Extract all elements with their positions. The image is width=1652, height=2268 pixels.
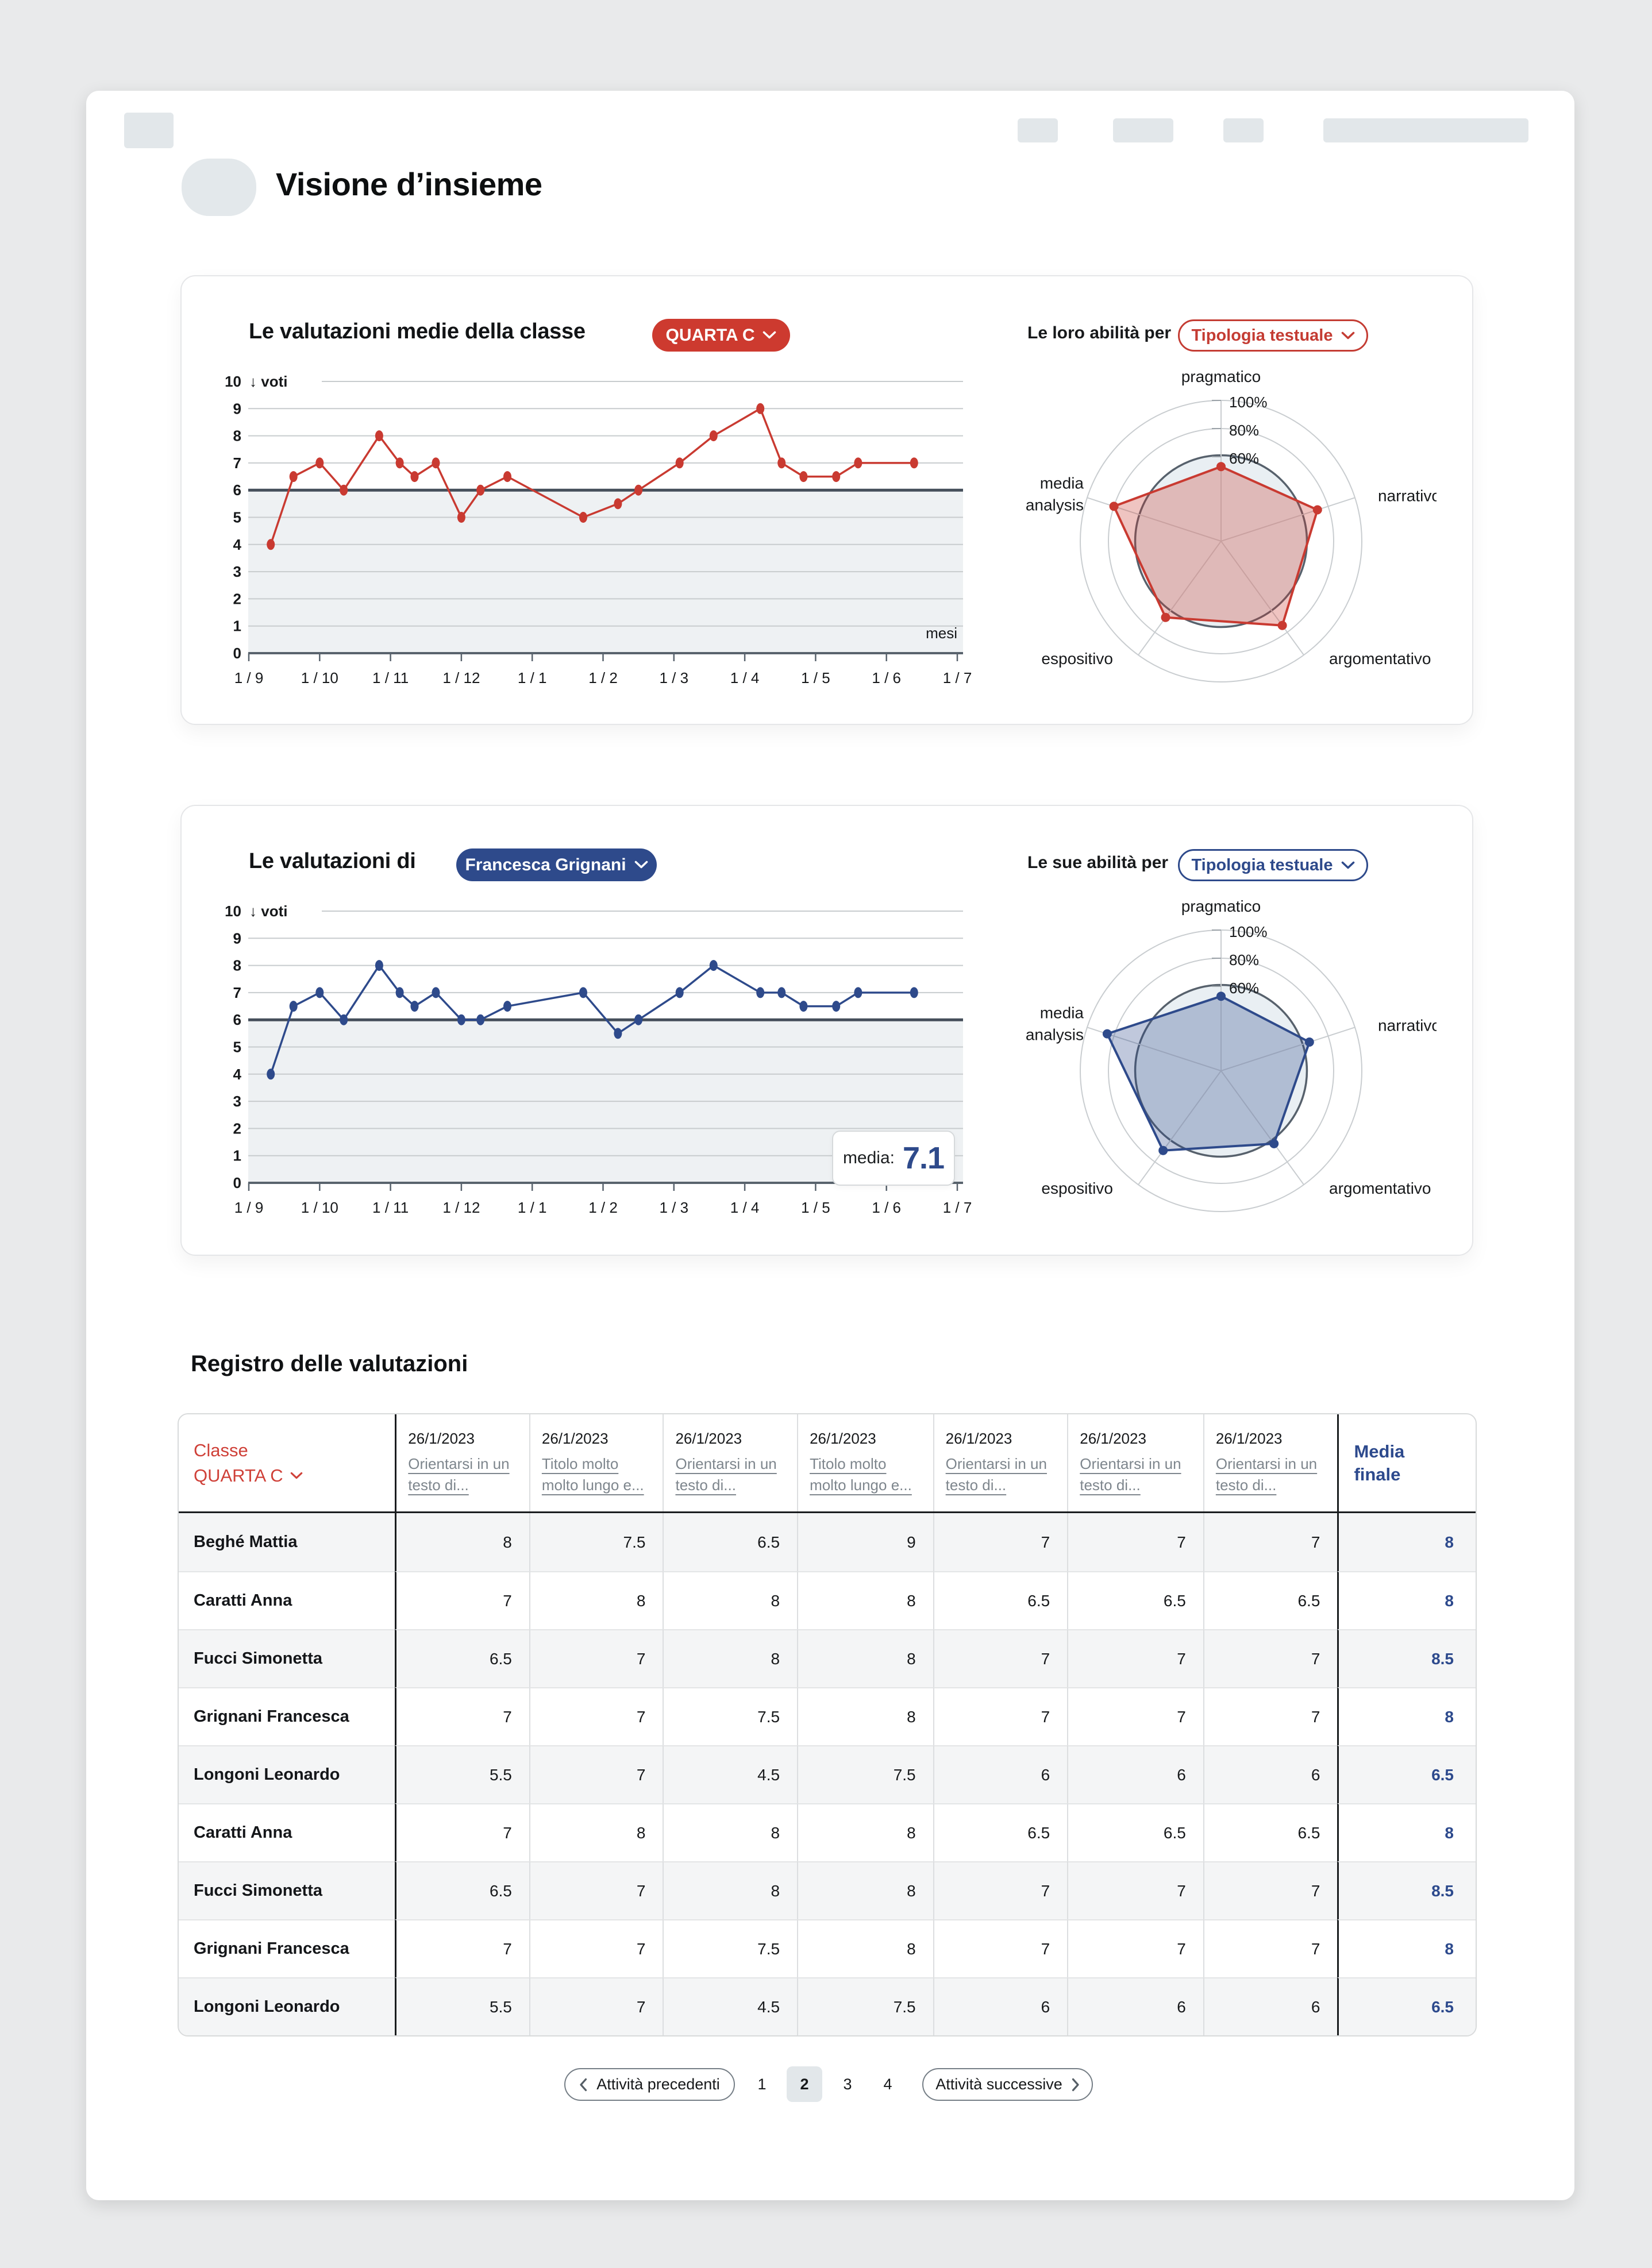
grade-cell: 6 [1067,1745,1203,1803]
grade-cell: 7 [529,1861,663,1919]
svg-text:10: 10 [225,373,241,390]
grade-cell: 7 [1067,1687,1203,1745]
grade-cell: 5.5 [395,1745,529,1803]
chevron-down-icon [763,331,776,340]
toolbar-placeholder-4 [1323,118,1528,142]
grade-cell: 7 [395,1803,529,1861]
svg-text:60%: 60% [1229,979,1260,997]
svg-text:6: 6 [233,481,241,499]
student-selector-label: Francesca Grignani [465,855,626,874]
media-finale-cell: 6.5 [1337,1977,1476,2035]
svg-text:10: 10 [225,902,241,920]
grade-cell: 5.5 [395,1977,529,2035]
activity-link[interactable]: Titolo molto molto lungo e... [541,1455,644,1494]
svg-text:80%: 80% [1229,422,1260,439]
grade-cell: 6.5 [933,1803,1068,1861]
activity-link[interactable]: Orientarsi in un testo di... [675,1455,777,1494]
activity-link[interactable]: Orientarsi in un testo di... [1215,1455,1318,1494]
student-selector-dropdown[interactable] [456,848,657,881]
chevron-down-icon [634,861,648,869]
svg-text:mesi: mesi [926,624,957,642]
grade-cell: 7.5 [529,1513,663,1571]
svg-text:media: media [1039,1004,1084,1022]
student-name-cell: Caratti Anna [179,1803,395,1861]
media-finale-cell: 8.5 [1337,1861,1476,1919]
svg-text:5: 5 [233,1038,241,1056]
page-icon [182,159,256,216]
svg-text:1 / 11: 1 / 11 [372,1199,409,1216]
svg-text:4: 4 [233,1065,241,1083]
student-name-cell: Beghé Mattia [194,1533,298,1551]
svg-text:argomentativo: argomentativo [1329,1179,1431,1198]
grade-cell: 7 [1203,1687,1338,1745]
student-name-cell: Grignani Francesca [179,1919,395,1977]
student-card-title: Le valutazioni di [249,849,416,873]
grade-cell: 7 [1203,1919,1338,1977]
class-abilities-radar-chart [1011,362,1437,718]
media-label: media: [842,1148,895,1167]
grade-cell: 7 [933,1629,1068,1687]
grade-cell: 7.5 [663,1687,797,1745]
student-name-cell: Grignani Francesca [179,1687,395,1745]
page-number-3[interactable]: 3 [843,2075,852,2093]
svg-text:narrativo: narrativo [1377,1016,1437,1035]
svg-text:1 / 12: 1 / 12 [442,1199,480,1216]
grade-cell: 9 [797,1513,933,1571]
grade-cell: 8 [395,1513,529,1571]
student-name-cell: Fucci Simonetta [179,1629,395,1687]
svg-text:1 / 9: 1 / 9 [234,669,264,686]
svg-text:1: 1 [233,1147,241,1164]
svg-text:1 / 3: 1 / 3 [659,1199,689,1216]
grade-cell: 8 [529,1571,663,1629]
grade-cell: 7 [529,1687,663,1745]
activity-link[interactable]: Titolo molto molto lungo e... [810,1455,912,1494]
grade-cell: 6.5 [395,1629,529,1687]
grade-cell: 7.5 [663,1919,797,1977]
activity-date: 26/1/2023 [945,1430,1012,1447]
student-line-chart [213,897,977,1242]
classe-value: QUARTA C [194,1465,283,1486]
grade-cell: 7.5 [797,1745,933,1803]
activity-date: 26/1/2023 [1080,1430,1146,1447]
svg-text:100%: 100% [1229,394,1268,411]
grade-cell: 7 [933,1687,1068,1745]
table-header-row [179,1414,1476,1513]
svg-text:narrativo: narrativo [1377,487,1437,505]
student-name-cell: Fucci Simonetta [179,1861,395,1919]
media-finale-cell: 8 [1337,1687,1476,1745]
grade-cell: 7 [395,1919,529,1977]
svg-text:7: 7 [233,983,241,1001]
grade-cell: 7 [395,1687,529,1745]
svg-text:1: 1 [233,617,241,635]
class-card-title: Le valutazioni medie della classe [249,319,586,344]
grade-cell: 7 [395,1571,529,1629]
grade-cell: 7.5 [797,1977,933,2035]
grade-cell: 7 [933,1513,1068,1571]
svg-text:↓ voti: ↓ voti [249,373,288,390]
class-abilities-label: Le loro abilità per [1027,323,1172,342]
grade-cell: 6 [1203,1745,1338,1803]
svg-text:argomentativo: argomentativo [1329,650,1431,668]
activity-date: 26/1/2023 [810,1430,876,1447]
activity-column-header [797,1414,933,1511]
grade-cell: 6 [933,1977,1068,2035]
grade-cell: 8 [797,1687,933,1745]
table-row [179,1919,1476,1977]
activity-column-header [663,1414,797,1511]
next-activities-label: Attività successive [935,2076,1062,2093]
page-title: Visione d’insieme [276,166,542,202]
table-row [179,1687,1476,1745]
student-abilities-label: Le sue abilità per [1027,853,1169,872]
grade-cell: 8 [797,1629,933,1687]
media-average-box [832,1131,955,1186]
chevron-left-icon [579,2078,587,2092]
svg-text:1 / 12: 1 / 12 [442,669,480,686]
table-row [179,1629,1476,1687]
grade-cell: 6 [1203,1977,1338,2035]
activity-date: 26/1/2023 [541,1430,609,1447]
previous-activities-button[interactable] [564,2068,735,2101]
grade-cell: 8 [663,1803,797,1861]
previous-activities-label: Attività precedenti [596,2076,720,2093]
register-section-title: Registro delle valutazioni [191,1351,468,1376]
svg-text:1 / 3: 1 / 3 [659,669,689,686]
grade-cell: 7 [1067,1513,1203,1571]
grade-cell: 6.5 [1067,1803,1203,1861]
grade-cell: 7 [529,1977,663,2035]
grade-cell: 6.5 [1203,1571,1338,1629]
grade-cell: 6.5 [933,1571,1068,1629]
grade-cell: 8 [797,1861,933,1919]
table-row [179,1977,1476,2035]
svg-text:1 / 1: 1 / 1 [517,669,547,686]
grade-cell: 7 [1067,1861,1203,1919]
grade-cell: 8 [529,1803,663,1861]
media-finale-cell: 8 [1337,1513,1476,1571]
svg-text:2: 2 [233,1120,241,1137]
grade-cell: 8 [797,1919,933,1977]
svg-text:1 / 2: 1 / 2 [588,669,618,686]
svg-text:1 / 7: 1 / 7 [942,1199,972,1216]
media-value: 7.1 [902,1141,945,1175]
table-row [179,1571,1476,1629]
grade-cell: 8 [797,1571,933,1629]
grade-cell: 6.5 [1067,1571,1203,1629]
svg-text:1 / 6: 1 / 6 [872,669,901,686]
media-finale-cell: 8 [1337,1919,1476,1977]
page-number-4[interactable]: 4 [883,2075,892,2093]
class-selector-dropdown[interactable] [652,319,790,352]
grade-cell: 6 [933,1745,1068,1803]
table-row [179,1513,1476,1571]
svg-text:1 / 10: 1 / 10 [301,1199,338,1216]
svg-text:1 / 2: 1 / 2 [588,1199,618,1216]
grade-cell: 7 [933,1861,1068,1919]
grade-cell: 8 [797,1803,933,1861]
grade-cell: 6.5 [663,1513,797,1571]
svg-text:↓ voti: ↓ voti [249,902,288,920]
grade-cell: 8 [663,1861,797,1919]
chevron-down-icon [1341,861,1355,870]
page-number-2[interactable]: 2 [787,2066,822,2102]
activity-column-header [1067,1414,1203,1511]
svg-text:1 / 9: 1 / 9 [234,1199,264,1216]
student-name-cell: Caratti Anna [179,1571,395,1629]
svg-text:1 / 6: 1 / 6 [872,1199,901,1216]
grade-cell: 7 [529,1919,663,1977]
media-finale-cell: 8 [1337,1571,1476,1629]
svg-text:pragmatico: pragmatico [1181,897,1261,915]
student-abilities-type-dropdown[interactable] [1178,849,1368,881]
student-name-cell: Longoni Leonardo [179,1745,395,1803]
toolbar-placeholder-1 [1018,118,1058,142]
activity-column-header [395,1414,529,1511]
svg-text:6: 6 [233,1011,241,1029]
activity-date: 26/1/2023 [675,1430,742,1447]
table-row [179,1745,1476,1803]
chevron-down-icon [1341,331,1355,340]
grade-cell: 7 [529,1629,663,1687]
svg-text:1 / 11: 1 / 11 [372,669,409,686]
svg-text:1 / 4: 1 / 4 [730,1199,760,1216]
student-abilities-radar-chart [1011,892,1437,1248]
next-activities-button[interactable] [922,2068,1093,2101]
svg-text:60%: 60% [1229,450,1260,467]
grade-cell: 7 [1067,1629,1203,1687]
grade-cell: 7 [933,1919,1068,1977]
grades-table [178,1413,1477,2036]
svg-text:8: 8 [233,427,241,445]
svg-text:1 / 7: 1 / 7 [942,669,972,686]
media-finale-header: Media finale [1337,1414,1476,1511]
svg-text:8: 8 [233,956,241,974]
svg-text:1 / 10: 1 / 10 [301,669,338,686]
svg-text:3: 3 [233,1093,241,1110]
class-average-line-chart [213,368,977,712]
svg-text:espositivo: espositivo [1041,1179,1113,1198]
table-row [179,1861,1476,1919]
svg-text:1 / 5: 1 / 5 [801,669,830,686]
svg-text:analysis: analysis [1025,1025,1084,1044]
svg-text:9: 9 [233,929,241,947]
activity-column-header [933,1414,1068,1511]
svg-text:0: 0 [233,645,241,662]
class-abilities-type-dropdown[interactable] [1178,319,1368,352]
grade-cell: 6.5 [395,1861,529,1919]
svg-text:1 / 4: 1 / 4 [730,669,760,686]
svg-text:3: 3 [233,563,241,581]
class-abilities-type-label: Tipologia testuale [1191,326,1333,345]
svg-text:5: 5 [233,508,241,526]
classe-header-dropdown[interactable] [179,1414,395,1511]
svg-text:analysis: analysis [1025,496,1084,514]
media-finale-cell: 6.5 [1337,1745,1476,1803]
activity-date: 26/1/2023 [408,1430,475,1447]
media-finale-cell: 8 [1337,1803,1476,1861]
svg-text:espositivo: espositivo [1041,650,1113,668]
grade-cell: 7 [529,1745,663,1803]
svg-text:80%: 80% [1229,951,1260,969]
toolbar-placeholder-2 [1113,118,1173,142]
svg-text:media: media [1039,474,1084,492]
activity-link[interactable]: Orientarsi in un testo di... [408,1455,510,1494]
grade-cell: 7 [1203,1629,1338,1687]
svg-text:7: 7 [233,454,241,472]
chevron-right-icon [1072,2078,1080,2092]
toolbar-placeholder-3 [1223,118,1264,142]
grade-cell: 8 [663,1571,797,1629]
classe-label: Classe [194,1440,248,1460]
class-selector-label: QUARTA C [665,325,755,345]
svg-text:0: 0 [233,1174,241,1191]
grade-cell: 7 [1203,1513,1338,1571]
svg-text:pragmatico: pragmatico [1181,368,1261,385]
page-number-1[interactable]: 1 [757,2075,767,2093]
student-abilities-type-label: Tipologia testuale [1191,855,1333,874]
activity-date: 26/1/2023 [1215,1430,1283,1447]
svg-text:1 / 1: 1 / 1 [517,1199,547,1216]
activity-link[interactable]: Orientarsi in un testo di... [1080,1455,1181,1494]
grade-cell: 4.5 [663,1745,797,1803]
svg-text:4: 4 [233,535,241,553]
grade-cell: 7 [1203,1861,1338,1919]
table-row [179,1803,1476,1861]
activity-column-header [1203,1414,1338,1511]
svg-text:1 / 5: 1 / 5 [801,1199,830,1216]
grade-cell: 8 [663,1629,797,1687]
media-finale-cell: 8.5 [1337,1629,1476,1687]
grade-cell: 7 [1067,1919,1203,1977]
grade-cell: 6.5 [1203,1803,1338,1861]
svg-text:9: 9 [233,400,241,418]
grade-cell: 4.5 [663,1977,797,2035]
chevron-down-icon [290,1472,303,1480]
activity-link[interactable]: Orientarsi in un testo di... [945,1455,1047,1494]
svg-text:100%: 100% [1229,923,1268,940]
svg-text:2: 2 [233,590,241,608]
nav-placeholder-icon [124,113,174,148]
grade-cell: 6 [1067,1977,1203,2035]
student-name-cell: Longoni Leonardo [179,1977,395,2035]
activity-column-header [529,1414,663,1511]
